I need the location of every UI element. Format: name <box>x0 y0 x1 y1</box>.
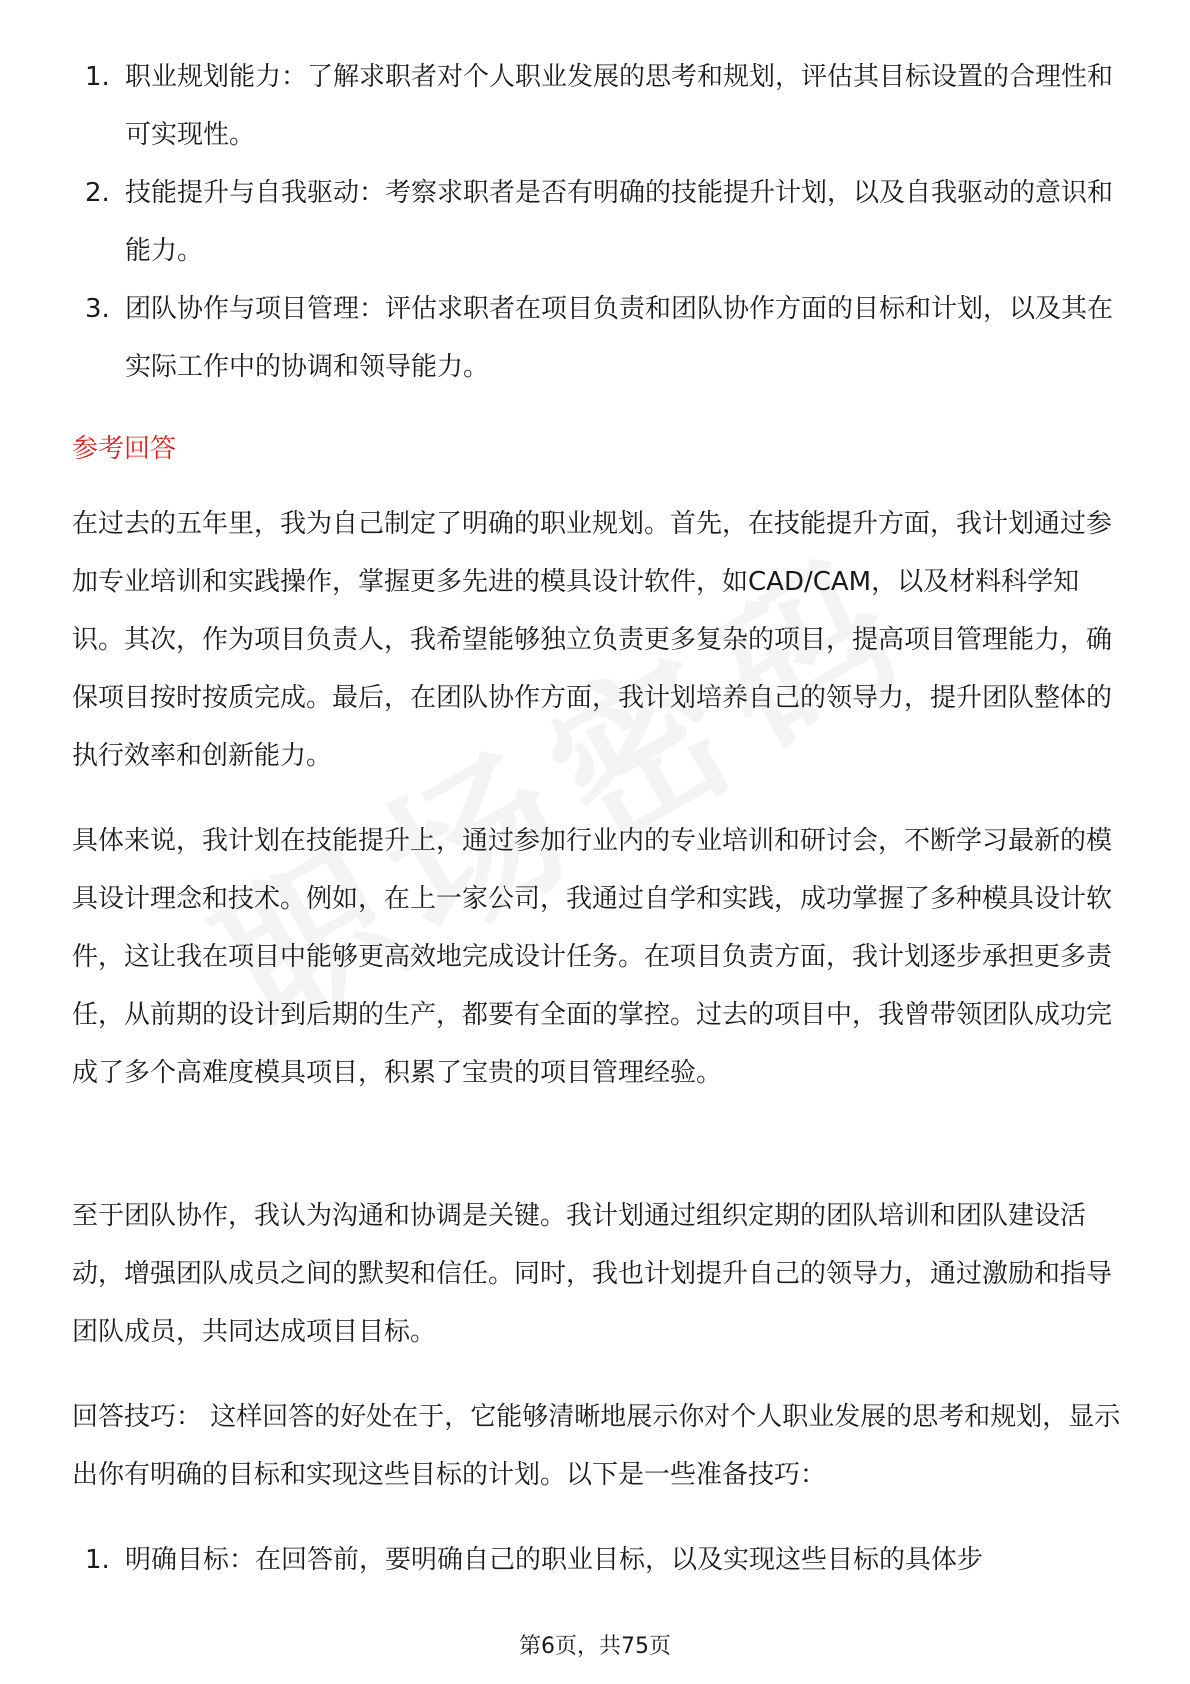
list-item-text: 团队协作与项目管理：评估求职者在项目负责和团队协作方面的目标和计划，以及其在实际工作中的协调和领导能力。 <box>125 294 1114 382</box>
page-number-footer: 第6页，共75页 <box>519 1634 671 1659</box>
list-item-text: 职业规划能力：了解求职者对个人职业发展的思考和规划，评估其目标设置的合理性和可实现性。 <box>125 62 1114 150</box>
list-number: 1. <box>85 1545 110 1575</box>
list-item <box>72 48 1122 164</box>
answer-paragraph: 在过去的五年里，我为自己制定了明确的职业规划。首先，在技能提升方面，我计划通过参加专业培训和实践操作，掌握更多先进的模具设计软件，如CAD/CAM，以及材料科学知识。其次，作为项目负责人，我希望能够独立负责更多复杂的项目，提高项目管理能力，确保项目按时按质完成。最后，在团队协作方面，我计划培养自己的领导力，提升团队整体的执行效率和创新能力。 <box>72 509 1113 771</box>
reference-answer-heading: 参考回答 <box>72 434 177 464</box>
list-number: 1. <box>85 62 110 92</box>
list-number: 3. <box>85 294 110 324</box>
list-item-text: 明确目标：在回答前，要明确自己的职业目标，以及实现这些目标的具体步 <box>125 1545 984 1575</box>
list-item <box>72 280 1122 396</box>
answer-paragraph: 具体来说，我计划在技能提升上，通过参加行业内的专业培训和研讨会，不断学习最新的模具设计理念和技术。例如，在上一家公司，我通过自学和实践，成功掌握了多种模具设计软件，这让我在项目中能够更高效地完成设计任务。在项目负责方面，我计划逐步承担更多责任，从前期的设计到后期的生产，都要有全面的掌控。过去的项目中，我曾带领团队成功完成了多个高难度模具项目，积累了宝贵的项目管理经验。 <box>72 826 1113 1088</box>
preparation-tips-list <box>72 1531 1122 1589</box>
list-item <box>72 1531 1122 1589</box>
answer-paragraph: 至于团队协作，我认为沟通和协调是关键。我计划通过组织定期的团队培训和团队建设活动，增强团队成员之间的默契和信任。同时，我也计划提升自己的领导力，通过激励和指导团队成员，共同达成项目目标。 <box>72 1201 1113 1347</box>
list-item-text: 技能提升与自我驱动：考察求职者是否有明确的技能提升计划，以及自我驱动的意识和能力。 <box>125 178 1114 266</box>
list-item <box>72 164 1122 280</box>
evaluation-points-list <box>72 48 1122 396</box>
list-number: 2. <box>85 178 110 208</box>
answer-tips-paragraph: 回答技巧： 这样回答的好处在于，它能够清晰地展示你对个人职业发展的思考和规划，显示出你有明确的目标和实现这些目标的计划。以下是一些准备技巧： <box>72 1402 1121 1490</box>
